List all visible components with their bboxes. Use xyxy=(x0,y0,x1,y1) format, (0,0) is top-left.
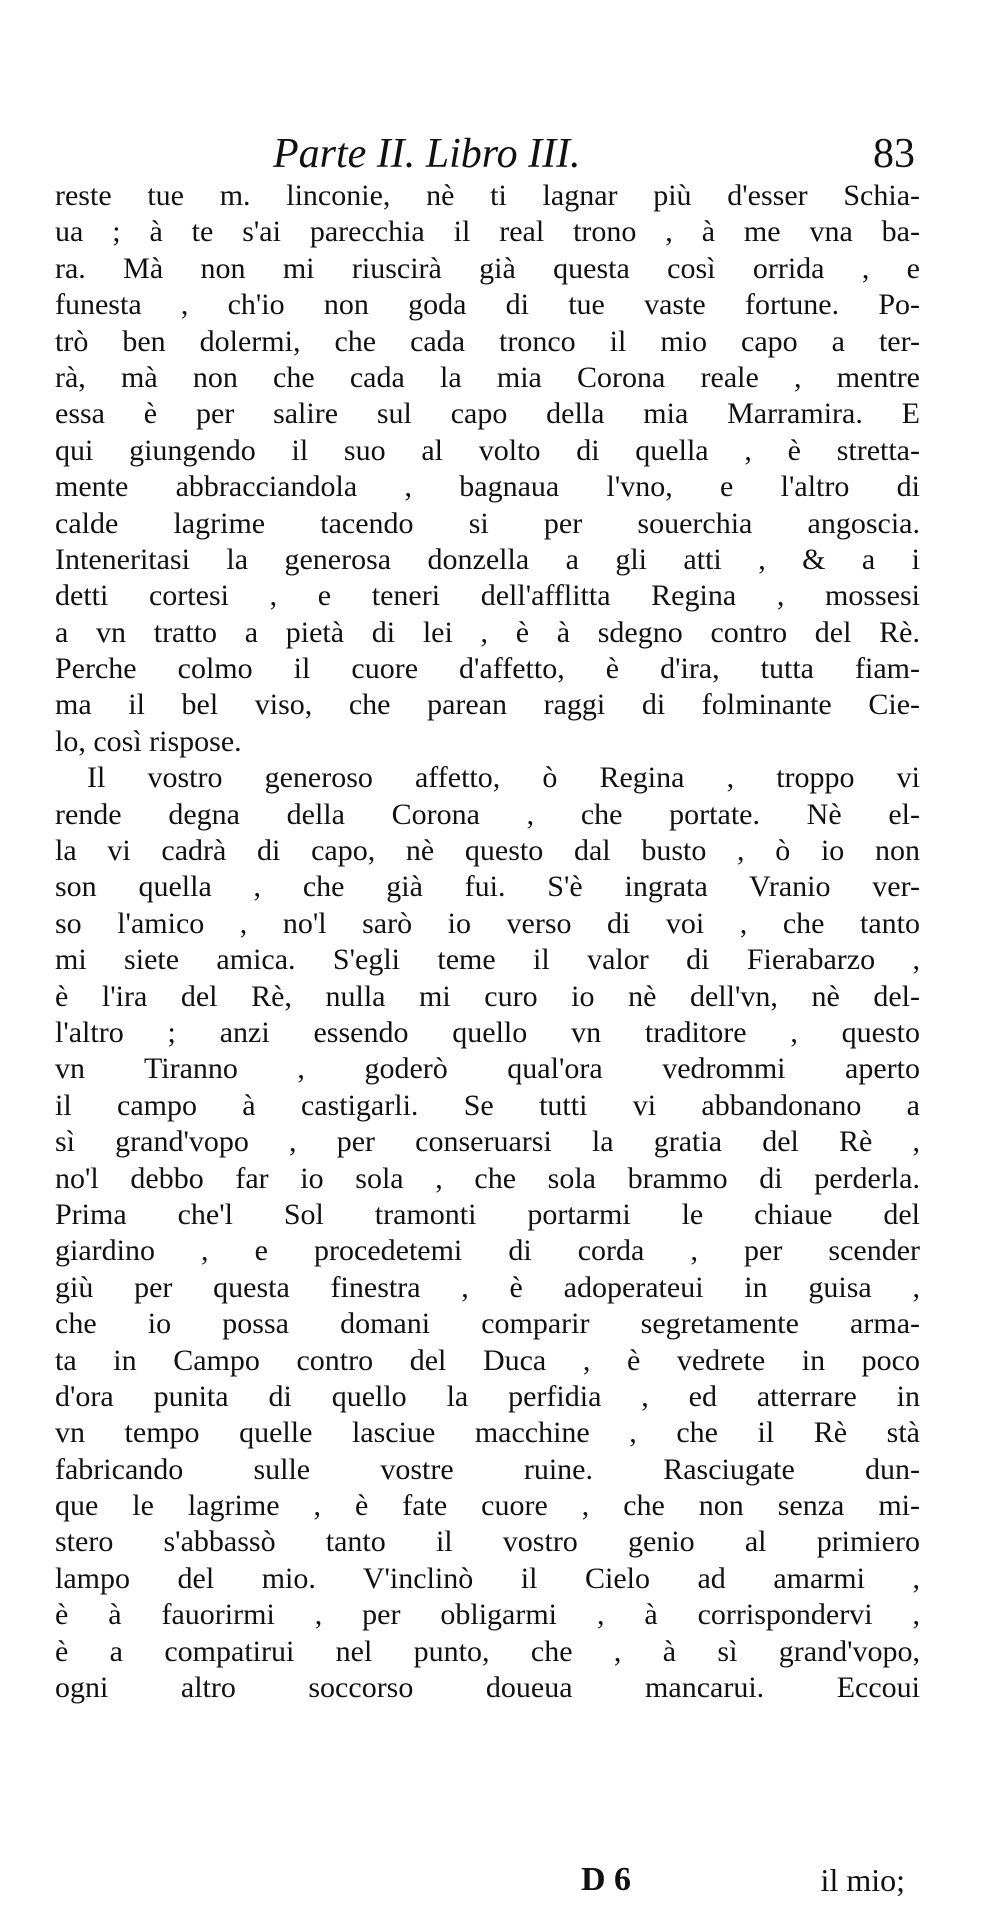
text-line: son quella , che già fui. S'è ingrata Vranio ver- xyxy=(55,870,920,904)
text-line: giù per questa finestra , è adoperateui in guisa , xyxy=(55,1270,920,1304)
page-header xyxy=(55,128,915,180)
body-text xyxy=(55,178,920,1706)
text-line: che io possa domani comparir segretamente arma- xyxy=(55,1307,920,1341)
text-line: funesta , ch'io non goda di tue vaste fortune. Po- xyxy=(55,288,920,322)
text-line: Perche colmo il cuore d'affetto, è d'ira, tutta fiam- xyxy=(55,652,920,686)
text-line: lampo del mio. V'inclinò il Cielo ad amarmi , xyxy=(55,1561,920,1595)
running-title: Parte II. Libro III. xyxy=(273,131,581,177)
text-line: sì grand'vopo , per conseruarsi la gratia del Rè , xyxy=(55,1125,920,1159)
text-line: no'l debbo far io sola , che sola brammo di perderla. xyxy=(55,1161,920,1195)
text-line: Prima che'l Sol tramonti portarmi le chiaue del xyxy=(55,1197,920,1231)
text-line: la vi cadrà di capo, nè questo dal busto , ò io non xyxy=(55,834,920,868)
text-line: stero s'abbassò tanto il vostro genio al primiero xyxy=(55,1525,920,1559)
paragraph-first-line: Il vostro generoso affetto, ò Regina , troppo vi xyxy=(87,761,920,795)
text-line: ra. Mà non mi riuscirà già questa così orrida , e xyxy=(55,251,920,285)
text-line: calde lagrime tacendo si per souerchia angoscia. xyxy=(55,506,920,540)
text-line: è l'ira del Rè, nulla mi curo io nè dell'vn, nè del- xyxy=(55,979,920,1013)
text-line: mi siete amica. S'egli teme il valor di Fierabarzo , xyxy=(55,943,920,977)
page-number: 83 xyxy=(873,131,915,177)
text-line: d'ora punita di quello la perfidia , ed atterrare in xyxy=(55,1379,920,1413)
text-line: mente abbracciandola , bagnaua l'vno, e l'altro di xyxy=(55,470,920,504)
catchword: il mio; xyxy=(820,1862,905,1898)
text-line: so l'amico , no'l sarò io verso di voi , che tanto xyxy=(55,906,920,940)
text-line: lo, così rispose. xyxy=(55,724,242,758)
text-line: qui giungendo il suo al volto di quella , è stretta- xyxy=(55,433,920,467)
text-line: è à fauorirmi , per obligarmi , à corrispondervi , xyxy=(55,1598,920,1632)
text-line: reste tue m. linconie, nè ti lagnar più d'esser Schia- xyxy=(55,179,920,212)
text-line: a vn tratto a pietà di lei , è à sdegno contro del Rè. xyxy=(55,615,920,649)
text-line: detti cortesi , e teneri dell'afflitta Regina , mossesi xyxy=(55,579,920,613)
text-line: Inteneritasi la generosa donzella a gli atti , & a i xyxy=(55,542,920,576)
text-line: essa è per salire sul capo della mia Marramira. E xyxy=(55,397,920,431)
text-line: il campo à castigarli. Se tutti vi abbandonano a xyxy=(55,1088,920,1122)
text-line: ma il bel viso, che parean raggi di folminante Cie- xyxy=(55,688,920,722)
text-line: trò ben dolermi, che cada tronco il mio capo a ter- xyxy=(55,324,920,358)
text-line: rende degna della Corona , che portate. Nè el- xyxy=(55,797,920,831)
text-line: ta in Campo contro del Duca , è vedrete in poco xyxy=(55,1343,920,1377)
page-footer xyxy=(55,1858,915,1902)
text-line: vn tempo quelle lasciue macchine , che il Rè stà xyxy=(55,1416,920,1450)
text-line: ua ; à te s'ai parecchia il real trono , à me vna ba- xyxy=(55,215,920,249)
signature-mark: D 6 xyxy=(581,1861,632,1898)
text-line: que le lagrime , è fate cuore , che non senza mi- xyxy=(55,1489,920,1523)
text-line: fabricando sulle vostre ruine. Rasciugate dun- xyxy=(55,1452,920,1486)
text-line: rà, mà non che cada la mia Corona reale , mentre xyxy=(55,360,920,394)
text-line: giardino , e procedetemi di corda , per scender xyxy=(55,1234,920,1268)
text-line: l'altro ; anzi essendo quello vn traditore , questo xyxy=(55,1015,920,1049)
text-line: ogni altro soccorso doueua mancarui. Eccoui xyxy=(55,1671,920,1705)
text-line: è a compatirui nel punto, che , à sì grand'vopo, xyxy=(55,1634,920,1668)
text-line: vn Tiranno , goderò qual'ora vedrommi aperto xyxy=(55,1052,920,1086)
